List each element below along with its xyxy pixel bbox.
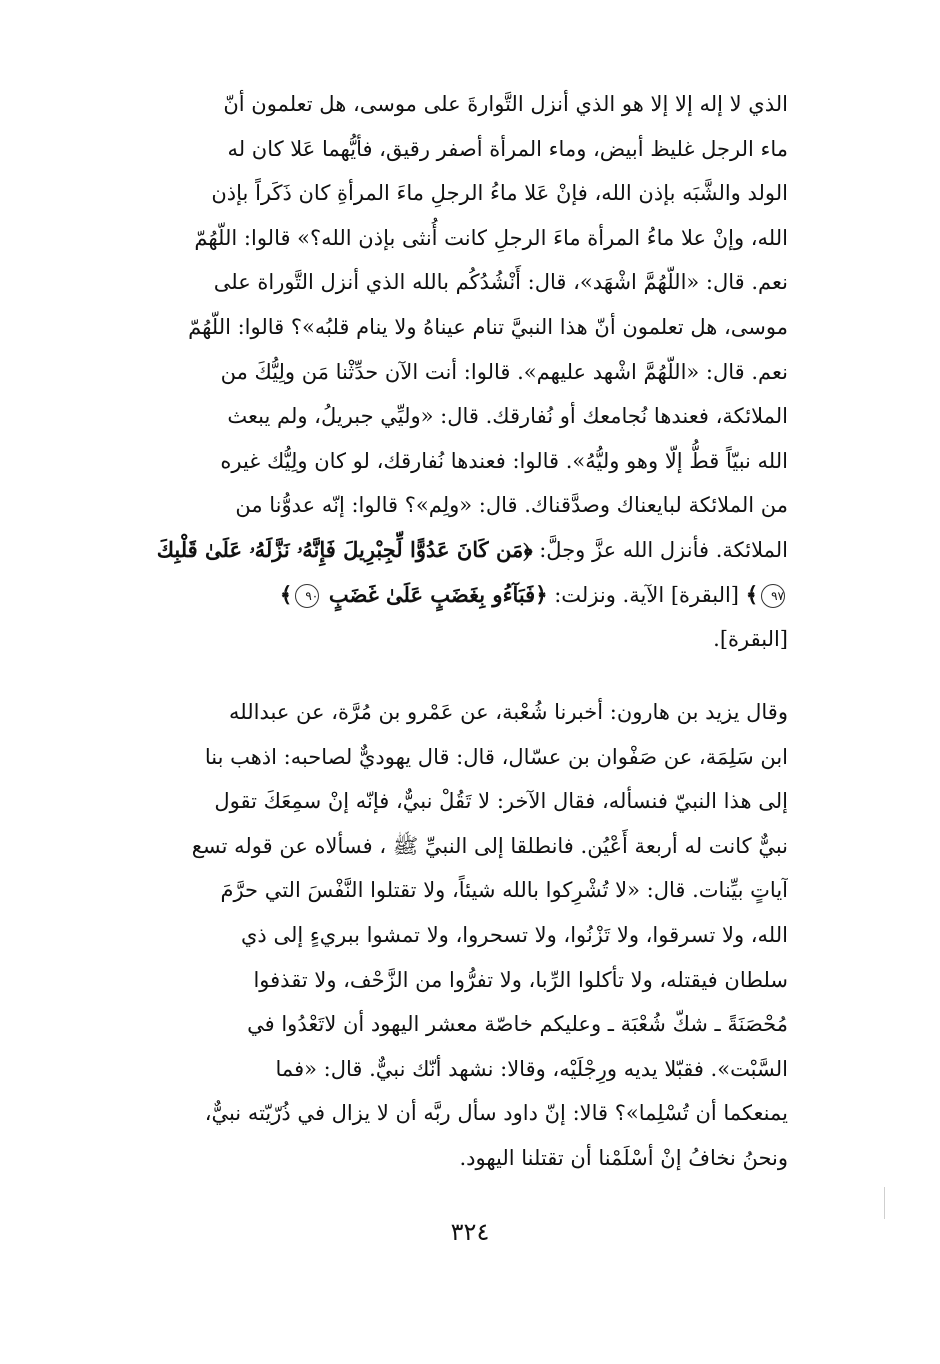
text-line-verses: [148, 573, 788, 618]
quran-verse-one: ﴿مَن كَانَ عَدُوًّا لِّجِبْرِيلَ فَإِنَّهُۥ نَزَّلَهُۥ عَلَىٰ قَلْبِكَ: [156, 536, 533, 562]
text-line: السَّبْت». فقبّلا يديه ورِجْلَيْه، وقالا: نشهد أنّك نبيٌّ. قال: «فما: [275, 1056, 788, 1081]
text-line: ابن سَلِمَة، عن صَفْوان بن عسّال، قال: قال يهوديٌّ لصاحبه: اذهب بنا: [204, 744, 788, 769]
page-number: ٣٢٤: [450, 1218, 490, 1246]
ayah-number-marker: ٩٧: [761, 584, 785, 608]
paragraph-one: [148, 82, 788, 662]
text-line: نبيٌّ كانت له أربعة أَعْيُن. فانطلقا إلى النبيِّ ﷺ ، فسألاه عن قوله تسع: [191, 833, 788, 858]
text-line: إلى هذا النبيّ فنسأله، فقال الآخر: لا تَقُلْ نبيٌّ، فإنّه إنْ سمِعَكَ تقول: [214, 789, 788, 814]
text-line: الله نبيّاً قطُّ إلّا وهو وليُّهُ». قالوا: فعندها نُفارقك، لو كان ولِيُّك غيره: [220, 448, 788, 473]
text-line: سلطان فيقتله، ولا تأكلوا الرِّبا، ولا تفرُّوا من الزَّحْف، ولا تقذفوا: [253, 967, 788, 992]
surah-citation: [البقرة] الآية. ونزلت:: [554, 582, 739, 607]
verse-close-bracket: ﴾: [279, 581, 293, 607]
surah-citation: [البقرة].: [713, 627, 788, 652]
text-line: الذي لا إله إلا إلا هو الذي أنزل التَّوارةَ على موسى، هل تعلمون أنّ: [223, 92, 788, 116]
ayah-number-marker: ٩٠: [295, 584, 319, 608]
scan-artifact: [884, 1187, 885, 1219]
verse-close-bracket: ﴾: [745, 581, 758, 607]
paragraph-two: [148, 690, 788, 1181]
text-line-verse-intro: [148, 528, 788, 573]
text-line: نعم. قال: «اللّهُمَّ اشْهد عليهم». قالوا: أنت الآن حدِّثْنا مَن ولِيُّكَ من: [220, 359, 788, 384]
text-line: مُحْصَنَةً ـ شكّ شُعْبَة ـ وعليكم خاصّة معشر اليهود أن لاتَعْدُوا في: [247, 1012, 788, 1037]
quran-verse-two: ﴿فَبَآءُو بِغَضَبٍ عَلَىٰ غَضَبٍ: [328, 581, 548, 607]
text-line: آياتٍ بيِّنات. قال: «لا تُشْرِكوا بالله شيئاً، ولا تقتلوا النَّفْسَ التي حرَّمَ: [220, 878, 788, 903]
text-line: الله، وإنْ علا ماءُ المرأة ماءَ الرجلِ كانت أُنثى بإذن الله؟» قالوا: اللّهُمّ: [194, 225, 788, 250]
text-line: من الملائكة لبايعناك وصدَّقناك. قال: «ولِم»؟ قالوا: إنّه عدوُّنا من: [235, 493, 788, 518]
text-line: نعم. قال: «اللّهُمَّ اشْهَد»، قال: أَنْشُدُكُم بالله الذي أنزل التَّوراة على: [213, 270, 788, 295]
text-line: ماء الرجل غليظ أبيض، وماء المرأة أصفر رقيق، فأيُّهما عَلا كان له: [227, 136, 788, 161]
text-line: الولد والشَّبَه بإذن الله، فإنْ عَلا ماءُ الرجلِ ماءَ المرأةِ كان ذَكَراً بإذن: [211, 181, 788, 206]
text-line: موسى، هل تعلمون أنّ هذا النبيَّ تنام عيناهُ ولا ينام قلبُه»؟ قالوا: اللّهُمّ: [188, 314, 788, 339]
text-line: وقال يزيد بن هارون: أخبرنا شُعْبة، عن عَمْرو بن مُرَّة، عن عبدالله: [229, 700, 788, 724]
text-line: ونحنُ نخافُ إنْ أسْلَمْنا أن تقتلنا اليهود.: [459, 1145, 788, 1170]
text-line: يمنعكما أن تُسْلِما»؟ قالا: إنّ داود سأل ربَّه أن لا يزال في ذُرّيّته نبيٌّ،: [204, 1101, 788, 1126]
text-line: الملائكة، فعندها نُجامعك أو نُفارقك. قال: «وليِّي جبريلُ، ولم يبعث: [227, 404, 788, 429]
verse-intro-text: الملائكة. فأنزل الله عزَّ وجلَّ:: [539, 537, 788, 562]
text-line: الله، ولا تسرقوا، ولا تَزْنُوا، ولا تسحروا، ولا تمشوا ببريءٍ إلى ذي: [240, 922, 788, 947]
